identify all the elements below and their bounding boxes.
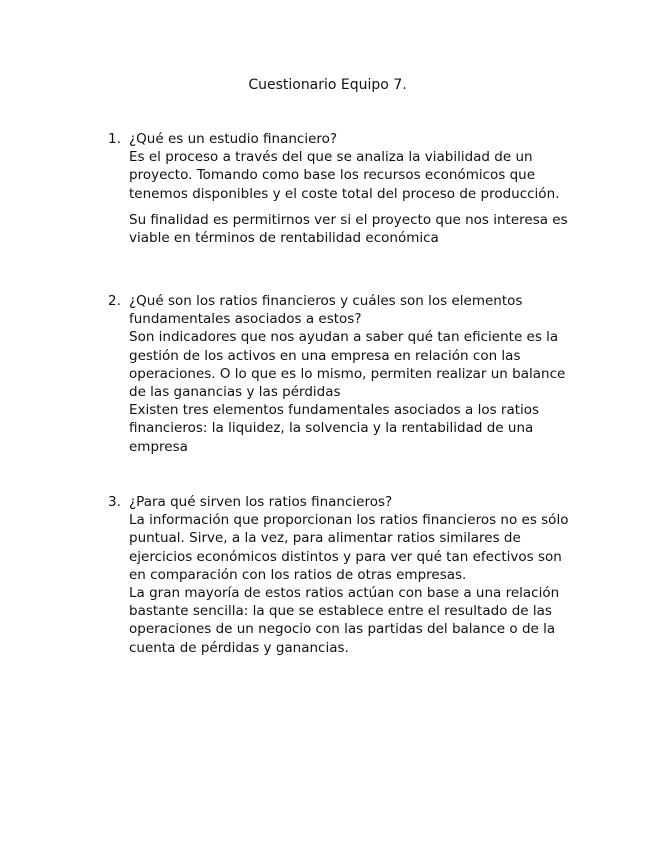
question-body <box>129 292 578 456</box>
answer-paragraph: Es el proceso a través del que se analiza la viabilidad de un proyecto. Tomando como base los recursos económicos que tenemos disponibles y el coste total del proceso de producción. <box>129 149 560 202</box>
question-item-2 <box>108 292 578 456</box>
question-number: 2. <box>108 293 121 309</box>
question-text: ¿Qué son los ratios financieros y cuáles son los elementos fundamentales asociados a estos? <box>129 293 523 328</box>
answer-paragraph: Son indicadores que nos ayudan a saber qué tan eficiente es la gestión de los activos en una empresa en relación con las operaciones. O lo que es lo mismo, permiten realizar un balance de las ganancias y las pérdidas <box>129 329 566 401</box>
question-number: 1. <box>108 131 121 147</box>
question-text: ¿Para qué sirven los ratios financieros? <box>129 494 393 510</box>
question-body <box>129 130 578 247</box>
answer-paragraph: La gran mayoría de estos ratios actúan con base a una relación bastante sencilla: la que se establece entre el resultado de las operaciones de un negocio con las partidas del balance o de la cuenta de pérdidas y ganancias. <box>129 585 560 656</box>
question-number: 3. <box>108 494 121 510</box>
question-item-3 <box>108 493 578 657</box>
question-text: ¿Qué es un estudio financiero? <box>129 131 338 147</box>
question-item-1 <box>108 130 578 247</box>
document-title: Cuestionario Equipo 7. <box>248 77 407 93</box>
answer-paragraph: Existen tres elementos fundamentales asociados a los ratios financieros: la liquidez, la solvencia y la rentabilidad de una empresa <box>129 402 540 455</box>
answer-paragraph: La información que proporcionan los ratios financieros no es sólo puntual. Sirve, a la vez, para alimentar ratios similares de ejercicios económicos distintos y para ver qué tan efectivos son en comparación con los ratios de otras empresas. <box>129 512 569 583</box>
answer-paragraph: Su finalidad es permitirnos ver si el proyecto que nos interesa es viable en términos de rentabilidad económica <box>129 211 568 247</box>
question-body <box>129 493 578 657</box>
